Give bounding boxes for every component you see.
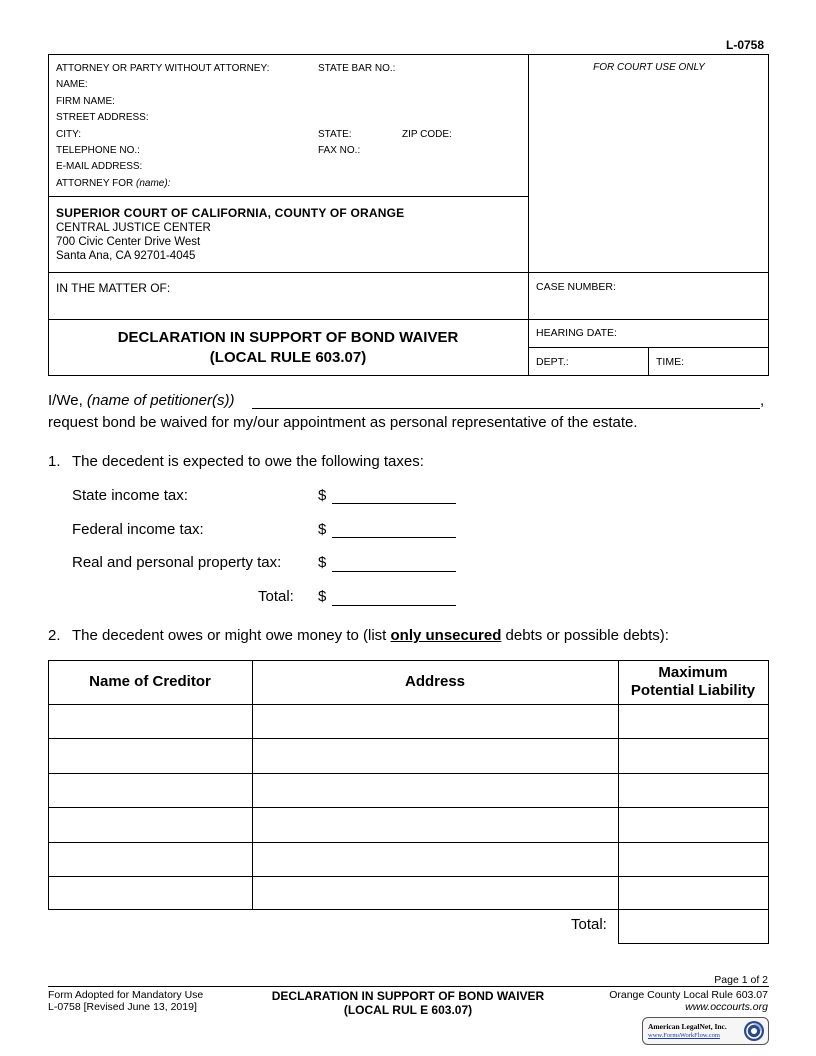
header-maximum: Maximum: [658, 664, 728, 681]
time-label: TIME:: [656, 356, 684, 368]
item2-number: 2.: [48, 627, 61, 644]
creditor-address-cell[interactable]: [253, 843, 618, 875]
property-tax-label: Real and personal property tax:: [72, 554, 282, 571]
form-title: [48, 328, 528, 368]
tax-total-field[interactable]: [332, 605, 456, 606]
zip-label: ZIP CODE:: [402, 128, 452, 140]
creditor-address-cell[interactable]: [253, 739, 618, 771]
firm-name-label: FIRM NAME:: [56, 95, 115, 107]
creditor-address-cell[interactable]: [253, 877, 618, 909]
form-number: L-0758: [726, 38, 765, 52]
footer-adopted: Form Adopted for Mandatory Use: [48, 989, 204, 1001]
footer-page: Page 1 of 2: [714, 974, 768, 986]
logo-url: www.FormsWorkFlow.com: [648, 1032, 720, 1039]
creditor-name-cell[interactable]: [49, 808, 252, 840]
creditor-name-cell[interactable]: [49, 843, 252, 875]
iwe-label: I/We,: [48, 392, 83, 409]
street-address-label: STREET ADDRESS:: [56, 112, 149, 124]
attorney-for-hint: (name):: [136, 177, 171, 189]
hearing-date-label: HEARING DATE:: [536, 327, 617, 339]
state-income-tax-field[interactable]: [332, 503, 456, 504]
email-label: E-MAIL ADDRESS:: [56, 161, 143, 173]
footer-title-line2: (LOCAL RUL E 603.07): [343, 1003, 473, 1017]
globe-icon: [742, 1019, 766, 1043]
creditor-liability-cell[interactable]: [619, 808, 768, 840]
court-address-block: [56, 221, 211, 263]
intro-line: [48, 392, 234, 409]
federal-income-tax-field[interactable]: [332, 537, 456, 538]
creditor-total-field[interactable]: [619, 910, 768, 943]
court-address-line2: Santa Ana, CA 92701-4045: [56, 250, 196, 262]
petitioner-name-field[interactable]: [252, 408, 760, 409]
case-number-label: CASE NUMBER:: [536, 281, 616, 293]
state-income-tax-label: State income tax:: [72, 487, 188, 504]
state-label: STATE:: [318, 128, 352, 140]
footer-website: www.occourts.org: [685, 1001, 768, 1013]
logo-name: American LegalNet, Inc.: [648, 1022, 727, 1031]
currency-sign: $: [318, 487, 327, 504]
header-potential-liability: Potential Liability: [630, 682, 756, 699]
creditor-liability-cell[interactable]: [619, 843, 768, 875]
telephone-label: TELEPHONE NO.:: [56, 145, 140, 157]
matter-label: IN THE MATTER OF:: [56, 281, 171, 295]
court-address-line1: 700 Civic Center Drive West: [56, 236, 201, 248]
currency-sign: $: [318, 588, 327, 605]
creditor-name-cell[interactable]: [49, 705, 252, 737]
fax-label: FAX NO.:: [318, 145, 361, 156]
americanlegalnet-logo: [642, 1017, 769, 1045]
dept-label: DEPT.:: [536, 356, 569, 368]
attorney-party-label: ATTORNEY OR PARTY WITHOUT ATTORNEY:: [56, 63, 270, 74]
footer-title: [220, 989, 596, 1017]
tax-total-label: Total:: [258, 588, 294, 605]
header-name-of-creditor: Name of Creditor: [89, 673, 211, 690]
header-address: Address: [404, 673, 466, 690]
form-title-line2: (LOCAL RULE 603.07): [209, 349, 367, 366]
footer-title-line1: DECLARATION IN SUPPORT OF BOND WAIVER: [271, 989, 545, 1003]
footer-left: [48, 989, 203, 1013]
attorney-block: [56, 61, 269, 192]
property-tax-field[interactable]: [332, 571, 456, 572]
court-name: SUPERIOR COURT OF CALIFORNIA, COUNTY OF ORANGE: [56, 206, 405, 220]
item1-text: The decedent is expected to owe the following taxes:: [72, 453, 424, 470]
creditor-address-cell[interactable]: [253, 808, 618, 840]
creditor-total-label: Total:: [571, 916, 607, 933]
city-label: CITY:: [56, 128, 82, 140]
currency-sign: $: [318, 554, 327, 571]
footer-revised: L-0758 [Revised June 13, 2019]: [48, 1001, 197, 1013]
federal-income-tax-label: Federal income tax:: [72, 521, 204, 538]
creditor-liability-cell[interactable]: [619, 739, 768, 771]
form-title-line1: DECLARATION IN SUPPORT OF BOND WAIVER: [117, 329, 459, 346]
creditor-name-cell[interactable]: [49, 739, 252, 771]
creditor-liability-cell[interactable]: [619, 774, 768, 806]
item1-number: 1.: [48, 453, 61, 470]
footer-right: [609, 989, 768, 1013]
attorney-for-label: ATTORNEY FOR (name):: [56, 177, 171, 189]
currency-sign: $: [318, 521, 327, 538]
state-bar-label: STATE BAR NO.:: [318, 63, 396, 74]
creditor-name-cell[interactable]: [49, 774, 252, 806]
court-center: CENTRAL JUSTICE CENTER: [56, 222, 211, 234]
item2-text: The decedent owes or might owe money to (list only unsecured debts or possible debts):: [72, 627, 669, 644]
court-use-label: FOR COURT USE ONLY: [593, 62, 705, 73]
intro-request: request bond be waived for my/our appointment as personal representative of the estate.: [48, 414, 638, 431]
footer-rule: Orange County Local Rule 603.07: [609, 989, 768, 1001]
item2-emphasis: only unsecured: [390, 627, 502, 644]
creditor-name-cell[interactable]: [49, 877, 252, 909]
petitioner-hint: (name of petitioner(s)): [86, 392, 235, 409]
intro-comma: ,: [760, 392, 765, 409]
creditor-liability-cell[interactable]: [619, 877, 768, 909]
creditor-address-cell[interactable]: [253, 705, 618, 737]
attorney-name-label: NAME:: [56, 79, 88, 91]
creditor-liability-cell[interactable]: [619, 705, 768, 737]
creditor-address-cell[interactable]: [253, 774, 618, 806]
